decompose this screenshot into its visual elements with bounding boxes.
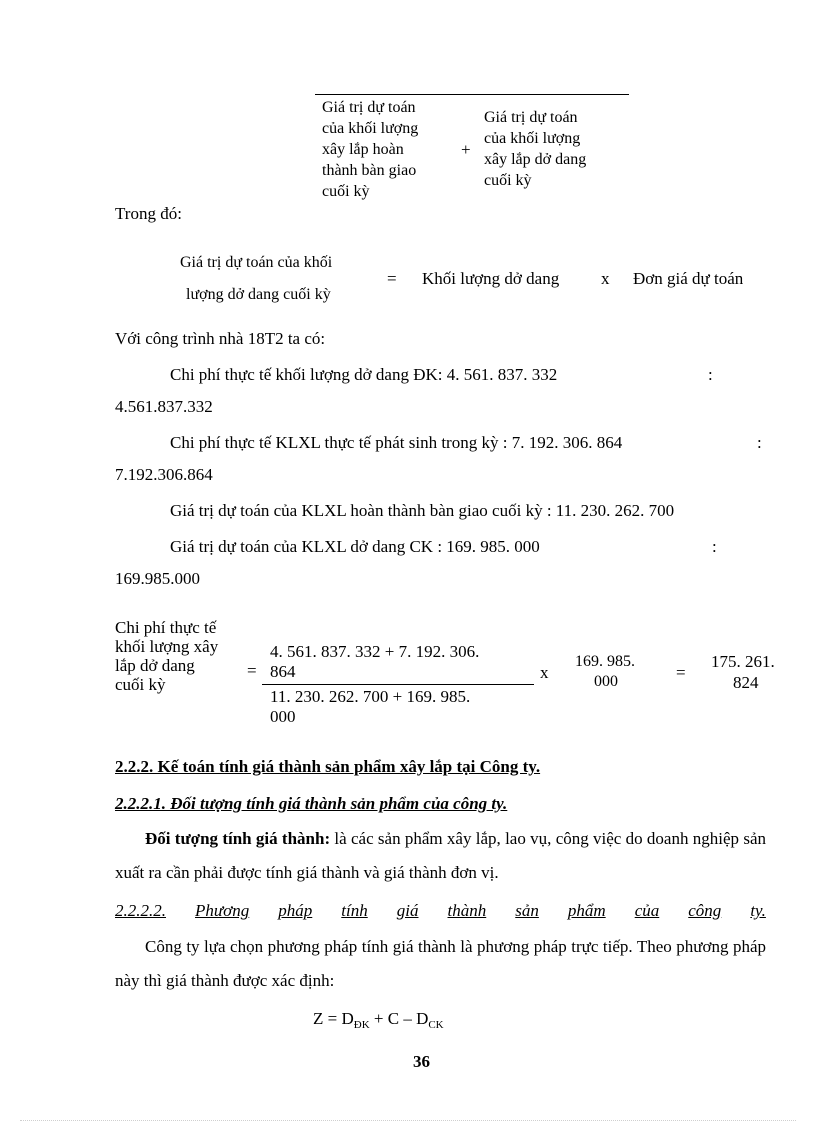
heading-2-2-2: 2.2.2. Kế toán tính giá thành sản phẩm xây lắp tại Công ty. bbox=[115, 757, 541, 776]
calc-result-2: 824 bbox=[733, 673, 759, 692]
calc-result-1: 175. 261. bbox=[711, 652, 775, 671]
fraction-bar-top bbox=[315, 94, 629, 95]
formula-left-line: cuối kỳ bbox=[322, 183, 370, 200]
item-value: 169.985.000 bbox=[115, 569, 200, 588]
formula-right-line: Giá trị dự toán bbox=[484, 109, 578, 126]
definition-lhs-1: Giá trị dự toán của khối bbox=[180, 254, 333, 271]
heading-word: giá bbox=[396, 901, 419, 920]
formula-mid: + C – D bbox=[369, 1009, 429, 1028]
item-value: 7.192.306.864 bbox=[115, 465, 213, 484]
calc-eq1: = bbox=[247, 661, 257, 680]
formula-right-line: xây lắp dở dang bbox=[484, 151, 587, 168]
paragraph-rest: là các sản phẩm xây lắp, lao vụ, công việc do doanh nghiệp sản xuất ra cần phải được tính giá thành và giá thành đơn vị. bbox=[115, 829, 766, 882]
item-text: Giá trị dự toán của KLXL dở dang CK : 169. 985. 000 bbox=[170, 537, 540, 556]
calc-lhs-line: lắp dở dang bbox=[115, 656, 195, 675]
formula-left-line: thành bàn giao bbox=[322, 162, 417, 179]
item-colon: : bbox=[708, 365, 713, 384]
page-number: 36 bbox=[413, 1052, 430, 1071]
paragraph-doi-tuong bbox=[115, 822, 766, 890]
calc-lhs-line: cuối kỳ bbox=[115, 675, 166, 694]
calc-fraction-bar bbox=[262, 684, 534, 685]
heading-word: 2.2.2.2. bbox=[115, 901, 166, 920]
item-value: 4.561.837.332 bbox=[115, 397, 213, 416]
heading-word: Phương bbox=[195, 901, 250, 920]
calc-lhs-line: khối lượng xây bbox=[115, 637, 219, 656]
definition-times: x bbox=[601, 269, 610, 288]
formula-plus: + bbox=[461, 140, 471, 159]
calc-times: x bbox=[540, 663, 549, 682]
calc-multiplier-1: 169. 985. bbox=[575, 653, 635, 670]
heading-word: phẩm bbox=[567, 901, 606, 920]
formula-left-block bbox=[322, 97, 418, 202]
paragraph-phuong-phap: Công ty lựa chọn phương pháp tính giá thành là phương pháp trực tiếp. Theo phương pháp này thì giá thành được xác định: bbox=[115, 937, 766, 990]
item-colon: : bbox=[757, 433, 762, 452]
heading-2-2-2-1: 2.2.2.1. Đối tượng tính giá thành sản phẩm của công ty. bbox=[115, 794, 508, 813]
calc-numerator-1: 4. 561. 837. 332 + 7. 192. 306. bbox=[270, 642, 480, 661]
heading-word: pháp bbox=[278, 901, 313, 920]
definition-eq: = bbox=[387, 269, 397, 288]
intro-text: Với công trình nhà 18T2 ta có: bbox=[115, 329, 326, 348]
formula-z: Z = D bbox=[313, 1009, 354, 1028]
item-colon: : bbox=[712, 537, 717, 556]
formula-sub-dk: ĐK bbox=[353, 1019, 370, 1031]
item-text: Chi phí thực tế KLXL thực tế phát sinh trong kỳ : 7. 192. 306. 864 bbox=[170, 433, 623, 452]
heading-word: công bbox=[688, 901, 722, 920]
calc-eq2: = bbox=[676, 663, 686, 682]
definition-term1: Khối lượng dở dang bbox=[422, 269, 560, 288]
final-formula bbox=[313, 1008, 444, 1036]
heading-word: sản bbox=[515, 901, 539, 920]
formula-right-line: cuối kỳ bbox=[484, 172, 532, 189]
definition-term2: Đơn giá dự toán bbox=[633, 269, 744, 288]
trong-do-label: Trong đó: bbox=[115, 204, 182, 223]
calc-numerator-2: 864 bbox=[270, 662, 296, 681]
heading-word: của bbox=[634, 901, 660, 920]
page-bottom-border bbox=[20, 1120, 796, 1121]
heading-word: tính bbox=[341, 901, 368, 920]
heading-word: thành bbox=[447, 901, 487, 920]
definition-lhs-2: lượng dở dang cuối kỳ bbox=[186, 286, 331, 303]
heading-word: ty. bbox=[750, 901, 766, 920]
item-text: Giá trị dự toán của KLXL hoàn thành bàn giao cuối kỳ : 11. 230. 262. 700 bbox=[170, 501, 675, 520]
formula-sub-ck: CK bbox=[428, 1019, 444, 1031]
calc-denominator-1: 11. 230. 262. 700 + 169. 985. bbox=[270, 687, 471, 706]
formula-left-line: xây lắp hoàn bbox=[322, 141, 404, 158]
calc-lhs-line: Chi phí thực tế bbox=[115, 618, 217, 637]
formula-left-line: của khối lượng bbox=[322, 120, 419, 137]
calc-denominator-2: 000 bbox=[270, 707, 296, 726]
paragraph-bold-lead: Đối tượng tính giá thành: bbox=[145, 829, 331, 848]
formula-right-line: của khối lượng bbox=[484, 130, 581, 147]
calc-multiplier-2: 000 bbox=[594, 673, 618, 690]
formula-right-block bbox=[484, 107, 586, 191]
item-text: Chi phí thực tế khối lượng dở dang ĐK: 4. 561. 837. 332 bbox=[170, 365, 558, 384]
calc-lhs bbox=[115, 618, 218, 694]
heading-2-2-2-2 bbox=[115, 900, 766, 922]
formula-left-line: Giá trị dự toán bbox=[322, 99, 416, 116]
